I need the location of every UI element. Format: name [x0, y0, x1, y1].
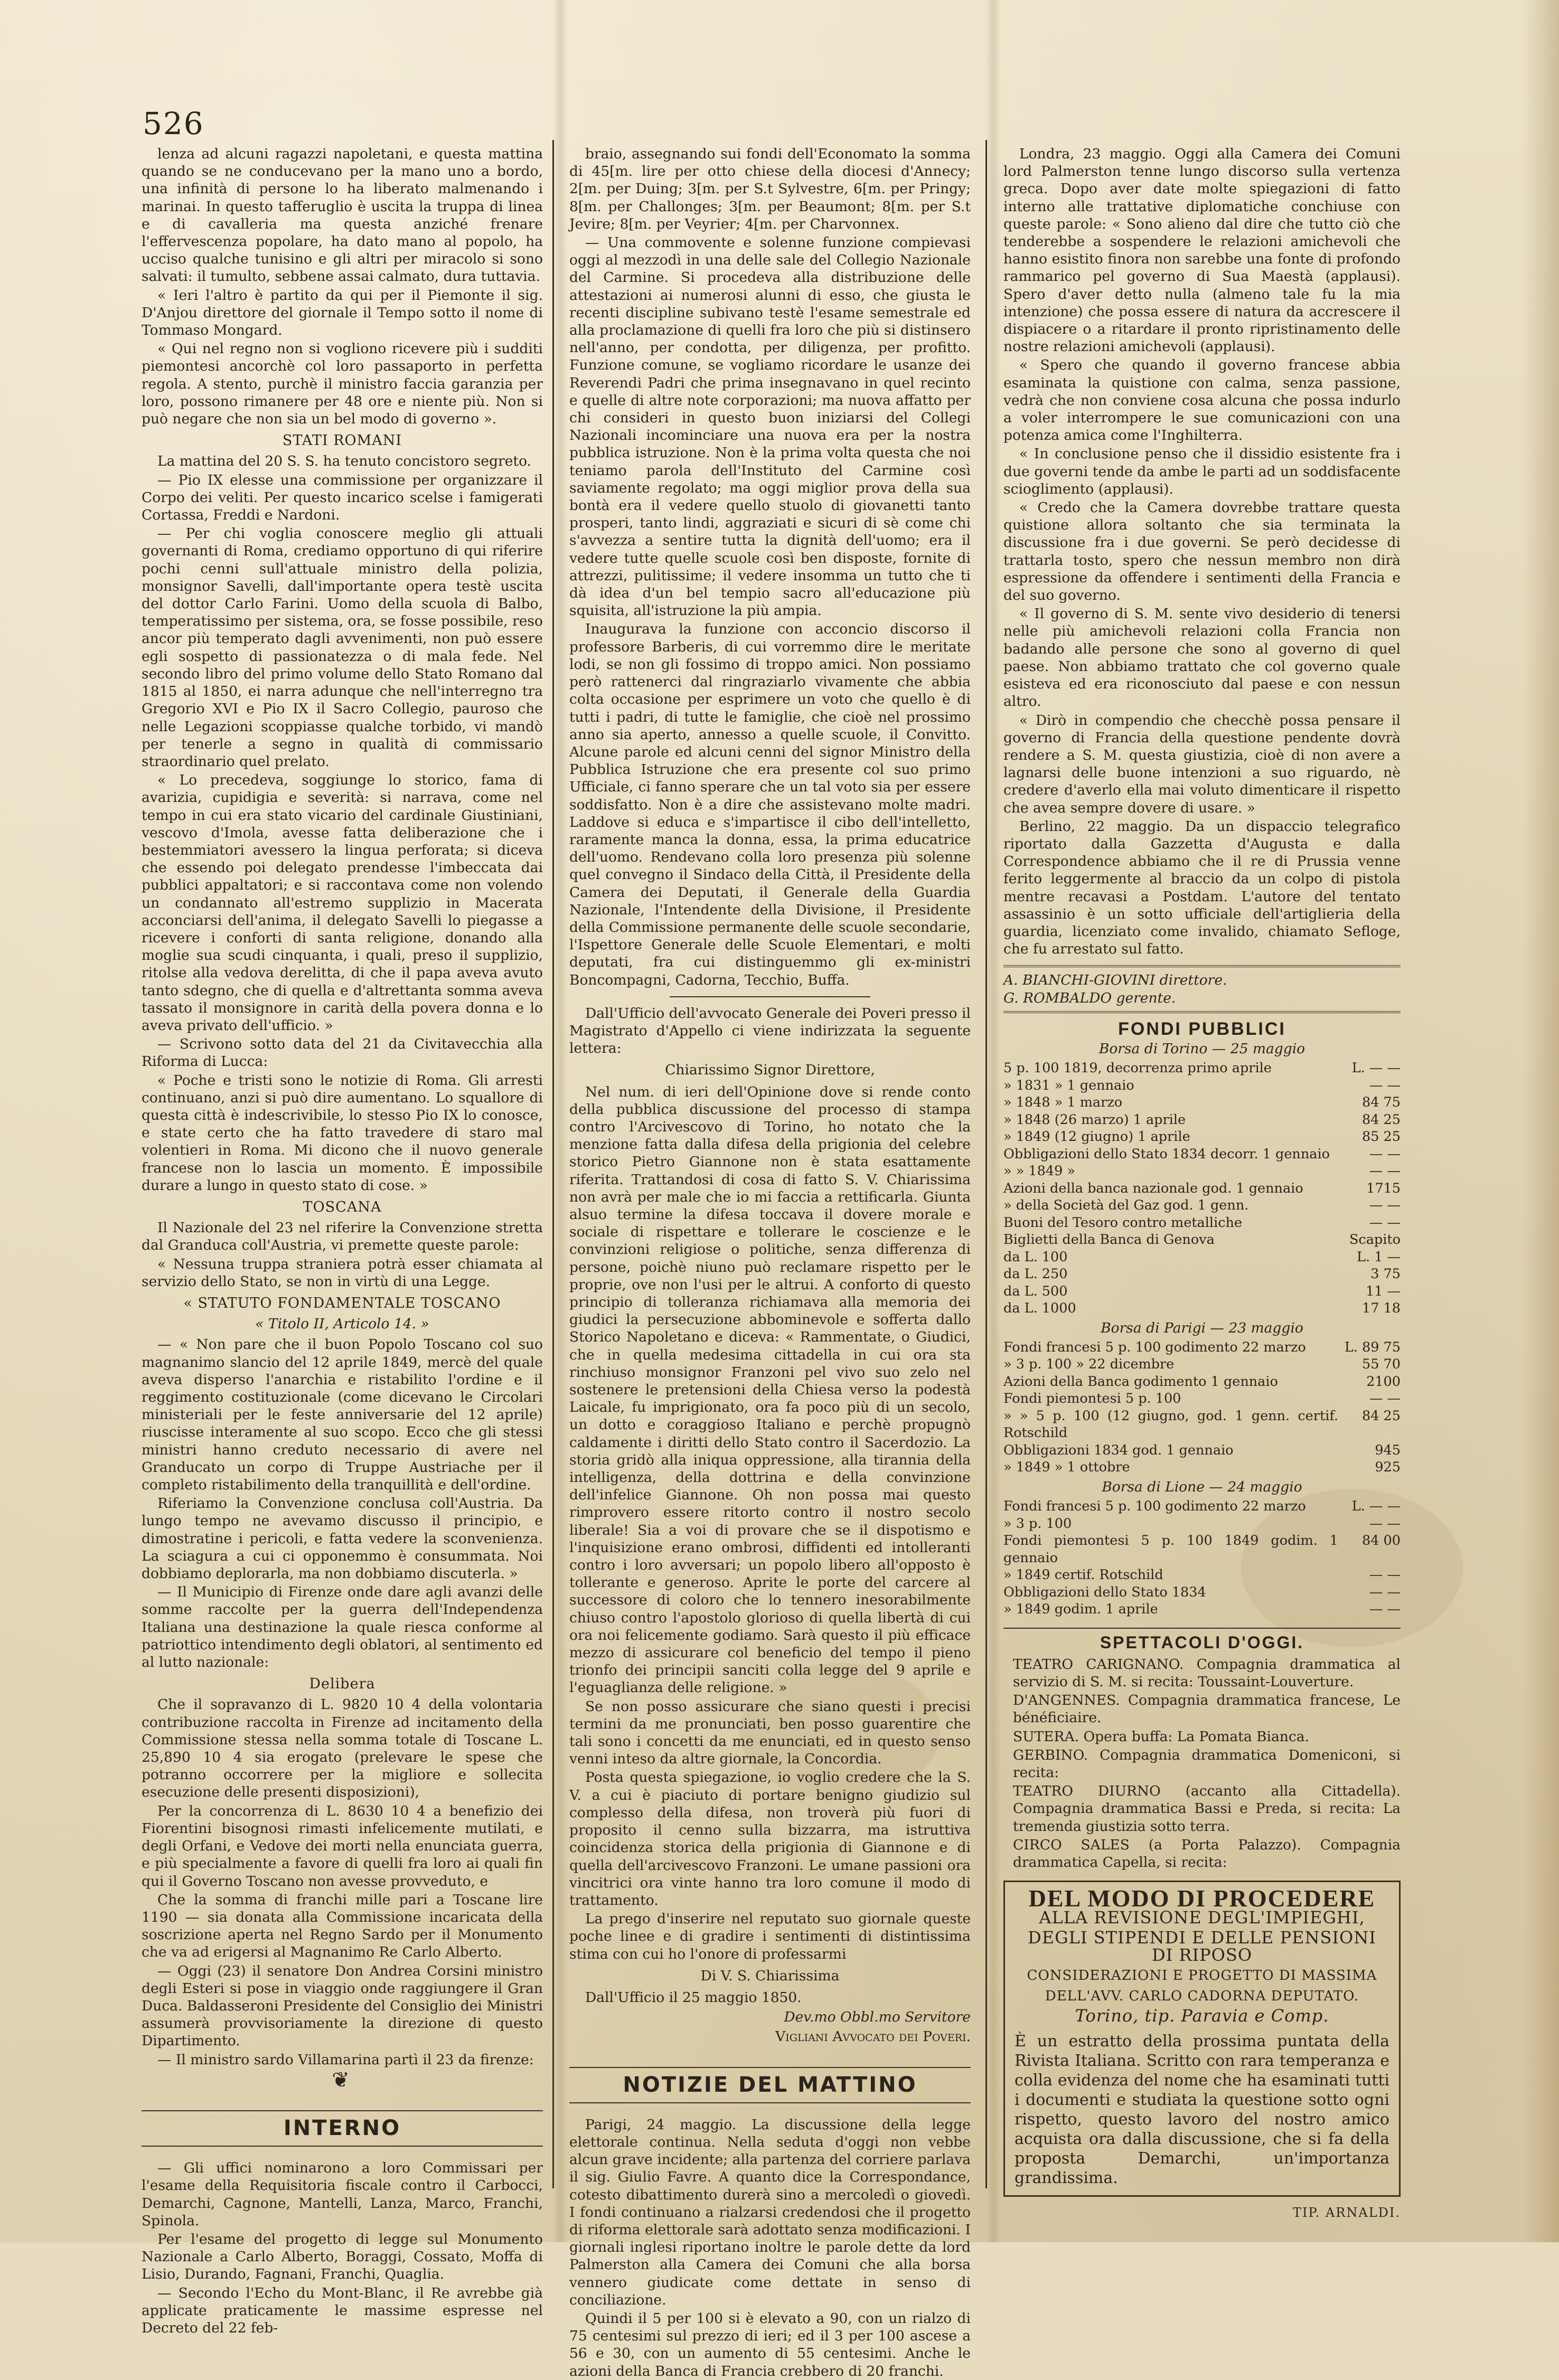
ad-subtitle-1: ALLA REVISIONE DEGL'IMPIEGHI, [1039, 1907, 1365, 1928]
column-1 [142, 145, 543, 2336]
listing-value: L. — — [1351, 1498, 1401, 1515]
listing-label: » 3 p. 100 [1003, 1515, 1072, 1532]
paragraph: « Ieri l'altro è partito da qui per il Piemonte il sig. D'Anjou direttore del giornale il Tempo sotto il nome di Tommaso Mongard. [142, 287, 543, 339]
listing-label: » 1831 » 1 gennaio [1003, 1077, 1134, 1093]
listing-label: Obbligazioni dello Stato 1834 [1003, 1584, 1206, 1600]
paragraph: — Secondo l'Echo du Mont-Blanc, il Re avrebbe già applicate praticamente le massime espresse nel Decreto del 22 feb- [142, 2284, 543, 2336]
listing-value: 85 25 [1361, 1129, 1401, 1145]
paragraph: lenza ad alcuni ragazzi napoletani, e questa mattina quando se ne conducevano per la mano uno a bordo, una infinità di persone lo ha liberato malmenando i marinai. In questo tafferuglio è uscita la truppa di linea e di cavalleria ma questa anziché frenare l'effervescenza popolare, ha dato mano al popolo, ha ucciso qualche tunisino e gli altri per miracolo si sono salvati: il tumulto, sebbene assai calmato, dura tuttavia. [142, 146, 543, 285]
listing-value: 84 75 [1361, 1094, 1401, 1111]
listing-label: Azioni della Banca godimento 1 gennaio [1003, 1373, 1278, 1390]
paragraph: — Gli uffici nominarono a loro Commissari per l'esame della Requisitoria fiscale contro il Carbocci, Demarchi, Cagnone, Mantelli, Lanza, Marco, Franchi, Spinola. [142, 2160, 543, 2229]
titolo-heading: « Titolo II, Articolo 14. » [255, 1316, 429, 1333]
listing-row [1003, 1214, 1401, 1232]
borsa-parigi-table [1003, 1339, 1401, 1476]
listing-label: da L. 100 [1003, 1249, 1068, 1265]
paragraph: « Poche e tristi sono le notizie di Roma. Gli arresti continuano, anzi si può dire aumentano. Lo squallore di questa città è indescrivibile, lo stesso Pio IX lo conosce, e state certo che ha fatto travedere di staro mal volentieri in Roma. Mi dicono che il nuovo generale francese non lo lascia un momento. È impossibile durare a lungo in questo stato di cose. » [142, 1072, 543, 1194]
listing-value: 11 — [1365, 1283, 1401, 1299]
fold-shadow [986, 0, 1001, 2242]
listing-label: » 1849 godim. 1 aprile [1003, 1601, 1158, 1618]
listing-label: 5 p. 100 1819, decorrenza primo aprile [1003, 1060, 1272, 1076]
listing-value: — — [1369, 1601, 1401, 1618]
director-credit: A. BIANCHI-GIOVINI direttore. [1003, 972, 1227, 989]
listing-label: da L. 500 [1003, 1283, 1068, 1299]
listing-row [1003, 1146, 1401, 1163]
listing-value: — — [1369, 1077, 1401, 1093]
signature-name: Vigliani Avvocato dei Poveri. [775, 2028, 971, 2045]
paragraph: — Scrivono sotto data del 21 da Civitavecchia alla Riforma di Lucca: [142, 1036, 543, 1070]
listing-value: 55 70 [1361, 1356, 1401, 1373]
listing-label: da L. 250 [1003, 1266, 1068, 1282]
paragraph: La prego d'inserire nel reputato suo giornale queste poche linee e di gradire i sentimenti di distintissima stima con cui ho l'onore di professarmi [569, 1911, 971, 1962]
delibera-heading: Delibera [309, 1676, 375, 1693]
paragraph: Quindi il 5 per 100 si è elevato a 90, con un rialzo di 75 centesimi sul prezzo di ieri; ed il 3 per 100 ascese a 56 e 30, con un aumento di 55 centesimi. Anche le azioni della Banca di Francia crebbero di 20 franchi. [569, 2310, 971, 2379]
paragraph: GERBINO. Compagnia drammatica Domeniconi, si recita: [1013, 1746, 1401, 1781]
paragraph: « Nessuna truppa straniera potrà esser chiamata al servizio dello Stato, se non in virtù di una Legge. [142, 1255, 543, 1290]
listing-row [1003, 1111, 1401, 1129]
column-rule [552, 140, 554, 2188]
listing-label: Fondi piemontesi 5 p. 100 [1003, 1391, 1181, 1407]
listing-row [1003, 1163, 1401, 1180]
paragraph: TEATRO DIURNO (accanto alla Cittadella). Compagnia drammatica Bassi e Preda, si recita: La tremenda giustizia sotto terra. [1013, 1783, 1401, 1835]
fondi-pubblici-title: FONDI PUBBLICI [1118, 1018, 1286, 1039]
listing-row [1003, 1442, 1401, 1459]
listing-row [1003, 1408, 1401, 1442]
listing-row [1003, 1566, 1401, 1584]
listing-row [1003, 1197, 1401, 1214]
signature-chiarissima: Di V. S. Chiarissima [700, 1967, 840, 1984]
signature-devmo: Dev.mo Obbl.mo Servitore [784, 2009, 971, 2026]
listing-row [1003, 1231, 1401, 1249]
listing-row [1003, 1249, 1401, 1266]
ufficio-paragraph: Dall'Ufficio dell'avvocato Generale dei Poveri presso il Magistrato d'Appello ci viene indirizzata la seguente lettera: [569, 1005, 971, 1057]
listing-row [1003, 1077, 1401, 1094]
paragraph: La mattina del 20 S. S. ha tenuto concistoro segreto. [157, 453, 531, 470]
ad-title: DEL MODO DI PROCEDERE [1028, 1885, 1376, 1912]
borsa-lione-table [1003, 1498, 1401, 1618]
listing-row [1003, 1584, 1401, 1601]
listing-row [1003, 1060, 1401, 1077]
listing-value: 925 [1375, 1459, 1401, 1476]
listing-value: 945 [1375, 1442, 1401, 1458]
ad-publisher: Torino, tip. Paravia e Comp. [1075, 2006, 1329, 2026]
listing-label: » 1849 » 1 ottobre [1003, 1459, 1130, 1476]
paragraph: Berlino, 22 maggio. Da un dispaccio telegrafico riportato dalla Gazzetta d'Augusta e dalla Correspondence abbiamo che il re di Prussia venne ferito leggermente al braccio da un colpo di pistola mentre recavasi a Postdam. L'autore del tentato assassinio è un sotto ufficiale dell'artiglieria della guardia, licenziato come invalido, chiamato Sefloge, che fu arrestato sul fatto. [1003, 818, 1401, 958]
listing-label: Obbligazioni dello Stato 1834 decorr. 1 gennaio [1003, 1146, 1330, 1162]
listing-value: 84 25 [1361, 1111, 1401, 1128]
listing-label: » 1848 » 1 marzo [1003, 1094, 1123, 1111]
listing-label: » 3 p. 100 » 22 dicembre [1003, 1356, 1175, 1373]
paragraph: TEATRO CARIGNANO. Compagnia drammatica al servizio di S. M. si recita: Toussaint-Louverture. [1013, 1656, 1401, 1690]
listing-value: — — [1369, 1391, 1401, 1407]
listing-row [1003, 1356, 1401, 1373]
paragraph: Inaugurava la funzione con acconcio discorso il professore Barberis, di cui vorremmo dire le meritate lodi, se non gli fossimo di troppo amici. Non possiamo però rattenerci dal ringraziarlo vivamente che abbia colta occasione per esprimere un voto che quello è di tutti i padri, di tutte le famiglie, che cioè nel prossimo anno sia aperto, annesso a quelle scuole, il Convitto. Alcune parole ed alcuni cenni del signor Ministro della Pubblica Istruzione che era presente col suo primo Ufficiale, ci fanno sperare che un tal voto sia per essere soddisfatto. Non è a dire che assistevano molte madri. Laddove si educa e s'impartisce il cibo dell'intelletto, raramente manca la donna, essa, la prima educatrice dell'uomo. Rendevano colla loro presenza più solenne quel convegno il Sindaco della Città, il Presidente della Camera dei Deputati, il Generale della Guardia Nazionale, l'Intendente della Divisione, il Presidente della Commissione permanente delle scuole secondarie, l'Ispettore Generale delle Scuole Elementari, e molti deputati, fra cui distinguemmo gli ex-ministri Boncompagni, Cadorna, Tecchio, Buffa. [569, 621, 971, 988]
paragraph: Se non posso assicurare che siano questi i precisi termini da me pronunciati, ben posso guarentire che tali sono i concetti da me enunciati, ed in questo senso venni inteso da altre giornale, la Concordia. [569, 1698, 971, 1768]
divider [670, 996, 870, 997]
listing-row [1003, 1265, 1401, 1283]
listing-row [1003, 1128, 1401, 1146]
listing-value: 84 00 [1361, 1533, 1401, 1549]
listing-value: — — [1369, 1146, 1401, 1162]
paragraph: SUTERA. Opera buffa: La Pomata Bianca. [1013, 1728, 1309, 1745]
paragraph: Che il sopravanzo di L. 9820 10 4 della volontaria contribuzione raccolta in Firenze ad incitamento della Commissione stessa nella somma totale di Toscane L. 25,890 10 4 sia erogato (prelevare le spese che potranno occorrere per la migliore e sollecita esecuzione delle presenti disposizioni), [142, 1696, 543, 1801]
listing-value: — — [1369, 1515, 1401, 1532]
listing-value: — — [1369, 1584, 1401, 1600]
paragraph: — Il Municipio di Firenze onde dare agli avanzi delle somme raccolte per la guerra dell'Independenza Italiana una destinazione la quale riesca conforme al patriottico intendimento degli oblatori, al sentimento ed al lutto nazionale: [142, 1584, 543, 1671]
listing-label: » della Società del Gaz god. 1 genn. [1003, 1197, 1249, 1214]
listing-value: Scapito [1349, 1232, 1401, 1248]
paragraph: D'ANGENNES. Compagnia drammatica francese, Le bénéficiaire. [1013, 1692, 1401, 1726]
paragraph: Riferiamo la Convenzione conclusa coll'Austria. Da lungo tempo ne avevamo discusso il principio, e dimostratine i pericoli, e fatta vedere la sconvenienza. La sciagura a cui ci opponemmo è consummata. Noi dobbiamo deplorarla, ma non dobbiamo discuterla. » [142, 1495, 543, 1582]
listing-value: L. 89 75 [1344, 1339, 1401, 1355]
listing-value: 17 18 [1361, 1300, 1401, 1317]
listing-value: 84 25 [1361, 1408, 1401, 1424]
paragraph: — « Non pare che il buon Popolo Toscano col suo magnanimo slancio del 12 aprile 1849, mercè del quale aveva disperso l'anarchia e ristabilito l'ordine e il reggimento costituzionale (come dicevano le Circolari ministeriali per le feste anniversarie del 12 aprile) riuscisse interamente al suo scopo. Ecco che gli stessi ministri hanno creduto necessario di avere nel Granducato un corpo di Truppe Austriache per il completo ristabilimento della tranquillità e dell'ordine. [142, 1336, 543, 1494]
paragraph: « Credo che la Camera dovrebbe trattare questa quistione allora soltanto che sia terminata la discussione fra i due governi. Se però decidesse di trattarla tosto, spero che nessun membro non dirà espressione da offendere i sentimenti della Francia e del suo governo. [1003, 499, 1401, 604]
listing-value: — — [1369, 1214, 1401, 1231]
listing-row [1003, 1601, 1401, 1618]
listing-value: L. 1 — [1357, 1249, 1401, 1265]
listing-row [1003, 1459, 1401, 1476]
listing-row [1003, 1515, 1401, 1533]
borsa-torino-heading: Borsa di Torino — 25 maggio [1098, 1040, 1306, 1057]
listing-row [1003, 1498, 1401, 1515]
listing-row [1003, 1300, 1401, 1317]
listing-value: — — [1369, 1163, 1401, 1179]
section-heading-stati-romani: STATI ROMANI [282, 432, 402, 449]
listing-label: » 1848 (26 marzo) 1 aprile [1003, 1111, 1186, 1128]
listing-label: Fondi piemontesi 5 p. 100 1849 godim. 1 gennaio [1003, 1533, 1338, 1566]
section-heading-toscana: TOSCANA [303, 1198, 382, 1215]
column-3 [1003, 145, 1401, 2220]
listing-label: » 1849 (12 giugno) 1 aprile [1003, 1129, 1190, 1145]
listing-row [1003, 1532, 1401, 1566]
column-rule [985, 140, 987, 2188]
listing-label: » 1849 certif. Rotschild [1003, 1567, 1163, 1583]
listing-label: Obbligazioni 1834 god. 1 gennaio [1003, 1442, 1234, 1458]
borsa-lione-heading: Borsa di Lione — 24 maggio [1102, 1478, 1302, 1495]
spettacoli-title: SPETTACOLI D'OGGI. [1003, 1628, 1401, 1651]
listing-row [1003, 1339, 1401, 1356]
paragraph: — Pio IX elesse una commissione per organizzare il Corpo dei veliti. Per questo incarico scelse i famigerati Cortassa, Freddi e Nardoni. [142, 471, 543, 524]
paragraph: — Per chi voglia conoscere meglio gli attuali governanti di Roma, crediamo opportuno di qui riferire pochi cenni sull'attuale ministro della polizia, monsignor Savelli, dall'importante opera testè uscita del dottor Carlo Farini. Uomo della scuola di Balbo, temperatissimo per sistema, ora, se fosse possibile, reso ancor più temperato dagli avvenimenti, non può essere egli sospetto di passionatezza o di mala fede. Nel secondo libro del primo volume dello Stato Romano dal 1815 al 1850, ei narra adunque che nell'interregno tra Gregorio XVI e Pio IX il Sacro Collegio, pauroso che nelle Legazioni scoppiasse qualche torbido, vi mandò per tenerle a segno in qualità di commissario straordinario quel prelato. [142, 525, 543, 770]
listing-row [1003, 1180, 1401, 1197]
listing-row [1003, 1390, 1401, 1408]
listing-value: L. — — [1351, 1060, 1401, 1076]
ad-author: DELL'AVV. CARLO CADORNA DEPUTATO. [1045, 1988, 1359, 2005]
paragraph: « Dirò in compendio che checchè possa pensare il governo di Francia della questione pendente dovrà rendere a S. M. questa giustizia, cioè di non avere a lagnarsi delle buone intenzioni a suo riguardo, nè credere d'averlo ella mai voluto dimenticare il rispetto che avea sempre dovere di usare. » [1003, 712, 1401, 816]
listing-value: 2100 [1366, 1373, 1401, 1390]
paragraph: Per la concorrenza di L. 8630 10 4 a benefizio dei Fiorentini bisognosi rimasti infelicemente mutilati, e degli Orfani, e Vedove dei morti nella enunciata guerra, e più specialmente a favore di quelli fra loro ai quali fin qui il Governo Toscano non avesse provveduto, e [142, 1802, 543, 1890]
paragraph: « In conclusione penso che il dissidio esistente fra i due governi tende da ambe le parti ad un soddisfacente scioglimento (applausi). [1003, 446, 1401, 497]
ad-subtitle-3: CONSIDERAZIONI E PROGETTO DI MASSIMA [1027, 1968, 1377, 1984]
listing-value: 1715 [1366, 1180, 1401, 1196]
listing-row [1003, 1373, 1401, 1391]
borsa-parigi-heading: Borsa di Parigi — 23 maggio [1101, 1319, 1303, 1336]
paragraph: Nel num. di ieri dell'Opinione dove si rende conto della pubblica discussione del processo di stampa contro l'Arcivescovo di Torino, ho notato che la menzione fatta dalla difesa della prigionia del celebre storico Pietro Giannone non è stata esattamente riferita. Trattandosi di cosa di fatto S. V. Chiarissima non avrà per male che io mi faccia a rettificarla. Giunta alsuo termine la difesa toccava il dovere morale e sociale di rispettare e tollerare le coscienze e le convinzioni religiose o politiche, senza differenza di persone, poichè niuno può reclamare rispetto per le proprie, ove non l'usi per le altrui. A conforto di questo principio di tolleranza richiamava alla memoria dei giudici la persecuzione abbominevole e sofferta dallo Storico Napoletano e diceva: « Rammentate, o Giudici, che in quella medesima cittadella in cui ora sta rinchiuso monsignor Franzoni pel vivo suo zelo nel sostenere le pretensioni della Chiesa verso la podestà Laicale, fu imprigionato, ora fa poco più di un secolo, un dotto e coraggioso Italiano e perchè propugnò caldamente i diritti dello Stato contro il Sacerdozio. La storia gridò alla iniqua oppressione, alla tirannia della intelligenza, della dottrina e della convinzione dell'infelice Giannone. Oh non possa mai questo rimprovero essere ritorto contro il nostro secolo liberale! Sia a voi di provare che se il dispotismo e l'inquisizione erano ombrosi, diffidenti ed intolleranti contro i loro avversari; un popolo libero all'opposto è tollerante e generoso. Aprite le porte del carcere al successore di coloro che lo tennero inesorabilmente chiuso contro l'apostolo glorioso di quella libertà di cui ora noi felicemente godiamo. Sarà questo il più efficace mezzo di assicurare col beneficio del tempo il pieno trionfo dei principii sanciti colla legge del 9 aprile e l'eguaglianza delle religione. » [569, 1083, 971, 1696]
paragraph: Posta questa spiegazione, io voglio credere che la S. V. a cui è piaciuto di portare benigno giudizio sul complesso della difesa, non troverà più fuori di proposito il cenno sulla bizzarra, ma istruttiva coincidenza storica della prigionia di Giannone e di quella dell'arcivescovo Franzoni. Le umane passioni ora vincitrici ora vinte hanno tra loro comune il modo di trattamento. [569, 1769, 971, 1909]
statuto-heading: « STATUTO FONDAMENTALE TOSCANO [183, 1295, 501, 1311]
listing-label: Fondi francesi 5 p. 100 godimento 22 marzo [1003, 1498, 1306, 1515]
listing-value: — — [1369, 1197, 1401, 1214]
paragraph: Parigi, 24 maggio. La discussione della legge elettorale continua. Nella seduta d'oggi non vebbe alcun grave incidente; alla partenza del corriere parlava il sig. Giulio Favre. A quanto dice la Correspondance, cotesto dibattimento durerà sino a mercoledì o giovedì. I fondi continuano a rialzarsi credendosi che il progetto di riforma elettorale sarà adottato senza modificazioni. I giornali inglesi riportano inoltre le parole dette da lord Palmerston alla Camera dei Comuni che alla borsa vennero giudicate come dettate in senso di conciliazione. [569, 2116, 971, 2308]
listing-label: » » 1849 » [1003, 1163, 1076, 1179]
signature-date: Dall'Ufficio il 25 maggio 1850. [585, 1989, 802, 2006]
paragraph: Londra, 23 maggio. Oggi alla Camera dei Comuni lord Palmerston tenne lungo discorso sulla vertenza greca. Dopo aver date molte spiegazioni di fatto interno alle trattative diplomatiche conchiuse con queste parole: « Sono alieno dal dire che tutto ciò che tenderebbe a sospendere le relazioni amichevoli che hanno esistito finora non sarebbe una fonte di profondo rammarico pel governo di Sua Maestà (applausi). Spero d'aver detto nulla (almeno tale fu la mia intenzione) che possa essere di natura da accrescere il dispiacere o a ritardare il pronto ripristinamento delle nostre relazioni amichevoli (applausi). [1003, 146, 1401, 355]
paragraph: « Qui nel regno non si vogliono ricevere più i sudditi piemontesi ancorchè col loro passaporto in perfetta regola. A stento, purchè il ministro faccia garanzia per loro, possono rimanere per 48 ore e niente più. Non si può negare che non sia un bel modo di governo ». [142, 341, 543, 428]
page-number: 526 [143, 106, 204, 141]
listing-label: Fondi francesi 5 p. 100 godimento 22 marzo [1003, 1339, 1306, 1355]
ornament-divider: ❦ [332, 2067, 353, 2092]
salutation: Chiarissimo Signor Direttore, [665, 1062, 875, 1079]
advertisement [1003, 1881, 1401, 2196]
listing-label: Azioni della banca nazionale god. 1 gennaio [1003, 1180, 1303, 1196]
paragraph: braio, assegnando sui fondi dell'Economato la somma di 45[m. lire per otto chiese della diocesi d'Annecy; 2[m. per Duing; 3[m. per S.t Sylvestre, 6[m. per Pringy; 8[m. per Challonges; 3[m. per Beaumont; 8[m. per S.t Jevire; 8[m. per Veyrier; 4[m. per Charvonnex. [569, 146, 971, 232]
paragraph: — Una commovente e solenne funzione compievasi oggi al mezzodì in una delle sale del Collegio Nazionale del Carmine. Si procedeva alla distribuzione delle attestazioni ai numerosi alunni di esso, che giusta le recenti discipline subivano testè l'esame semestrale ed alla proclamazione di quelli fra loro che più si distinsero nell'anno, per condotta, per diligenza, per profitto. Funzione comune, se vogliamo ricordare le usanze dei Reverendi Padri che prima insegnavano in quel recinto e quelle di altre note corporazioni; ma nuova affatto per chi consideri in questo buon iniziarsi del Collegi Nazionali incominciare una nuova era per la nostra pubblica istruzione. Non è la prima volta questa che noi teniamo parola dell'Instituto del Carmine così saviamente regolato; ma oggi miglior prova della sua bontà era il vedere quello stuolo di giovanetti tanto prosperi, tanto lindi, aggraziati e sicuri di sè come chi s'avvezza a sentire tutta la dignità dell'uomo; era il vedere tutte quelle scuole così ben disposte, fornite di attrezzi, pulitissime; il vedere insomma un tutto che ti dà idea d'un bel tempio sacro all'educazione più squisita, all'istruzione la più ampia. [569, 234, 971, 619]
listing-label: Biglietti della Banca di Genova [1003, 1232, 1215, 1248]
paragraph: « Il governo di S. M. sente vivo desiderio di tenersi nelle più amichevoli relazioni colla Francia non badando alle persone che sono al governo di quel paese. Non abbiamo trattato che col governo quale esisteva ed era riconosciuto dal paese e con nessun altro. [1003, 606, 1401, 710]
listing-label: » » 5 p. 100 (12 giugno, god. 1 genn. certif. Rotschild [1003, 1408, 1338, 1441]
listing-label: da L. 1000 [1003, 1300, 1076, 1317]
fold-shadow [553, 0, 568, 2242]
paragraph: CIRCO SALES (a Porta Palazzo). Compagnia drammatica Capella, si recita: [1013, 1836, 1401, 1871]
listing-value: 3 75 [1370, 1266, 1401, 1282]
ad-text: È un estratto della prossima puntata della Rivista Italiana. Scritto con rara temperanza e colla evidenza del nome che ha esaminati tutti i documenti e studiata la questione sotto ogni rispetto, questo lavoro del nostro amico acquista ora dalla discussione, che si fa della proposta Demarchi, un'importanza grandissima. [1015, 2032, 1389, 2187]
paragraph: — Oggi (23) il senatore Don Andrea Corsini ministro degli Esteri si pose in viaggio onde raggiungere il Gran Duca. Baldasseroni Presidente del Consiglio dei Ministri assumerà provvisoriamente la direzione di questo Dipartimento. [142, 1962, 543, 2050]
page-edge [1522, 0, 1559, 2242]
listing-label: Buoni del Tesoro contro metalliche [1003, 1214, 1243, 1231]
manager-credit: G. ROMBALDO gerente. [1003, 989, 1176, 1006]
listing-row [1003, 1094, 1401, 1111]
paragraph: « Lo precedeva, soggiunge lo storico, fama di avarizia, cupidigia e severità: si narrava, come nel tempo in cui era stato vicario del cardinale Giustiniani, vescovo d'Imola, avesse fatta deliberazione che i bestemmiatori avessero la lingua perforata; si diceva che essendo poi delegato prendesse l'imbeccata dai pubblici appaltatori; e si raccontava come non volendo un condannato all'estremo supplizio in Macerata acconciarsi dell'anima, il delegato Savelli lo piegasse a ricevere i conforti di santa religione, donando alla moglie sua scudi cinquanta, i quali, preso il supplizio, ritolse alla vedova derelitta, di che il papa aveva avuto tanto sdegno, che di quella e d'altrettanta somma aveva tassato il monsignore in carità della povera donna e lo aveva privato dell'ufficio. » [142, 772, 543, 1034]
paragraph: « Spero che quando il governo francese abbia esaminata la quistione con calma, senza passione, vedrà che non conviene cosa alcuna che possa indurlo a voler interrompere le sue comunicazioni con una potenza amica come l'Inghilterra. [1003, 357, 1401, 444]
section-heading-notizie: NOTIZIE DEL MATTINO [569, 2067, 971, 2103]
paragraph: Che la somma di franchi mille pari a Toscane lire 1190 — sia donata alla Commissione incaricata della soscrizione aperta nel Regno Sardo per il Monumento che va ad erigersi al Magnanimo Re Carlo Alberto. [142, 1891, 543, 1961]
section-heading-interno: INTERNO [142, 2110, 543, 2147]
masthead-credits [1003, 965, 1401, 1013]
column-2 [569, 145, 971, 2379]
listing-value: — — [1369, 1567, 1401, 1583]
ad-subtitle-2: DEGLI STIPENDI E DELLE PENSIONI DI RIPOSO [1028, 1927, 1376, 1965]
paragraph: Per l'esame del progetto di legge sul Monumento Nazionale a Carlo Alberto, Boraggi, Cossato, Moffa di Lisio, Durando, Fagnani, Franchi, Quaglia. [142, 2231, 543, 2283]
borsa-torino-table [1003, 1060, 1401, 1317]
paragraph: — Il ministro sardo Villamarina partì il 23 da firenze: [157, 2051, 534, 2068]
printer-footer: TIP. ARNALDI. [1292, 2205, 1401, 2220]
listing-row [1003, 1283, 1401, 1300]
paragraph: Il Nazionale del 23 nel riferire la Convenzione stretta dal Granduca coll'Austria, vi premette queste parole: [142, 1220, 543, 1254]
